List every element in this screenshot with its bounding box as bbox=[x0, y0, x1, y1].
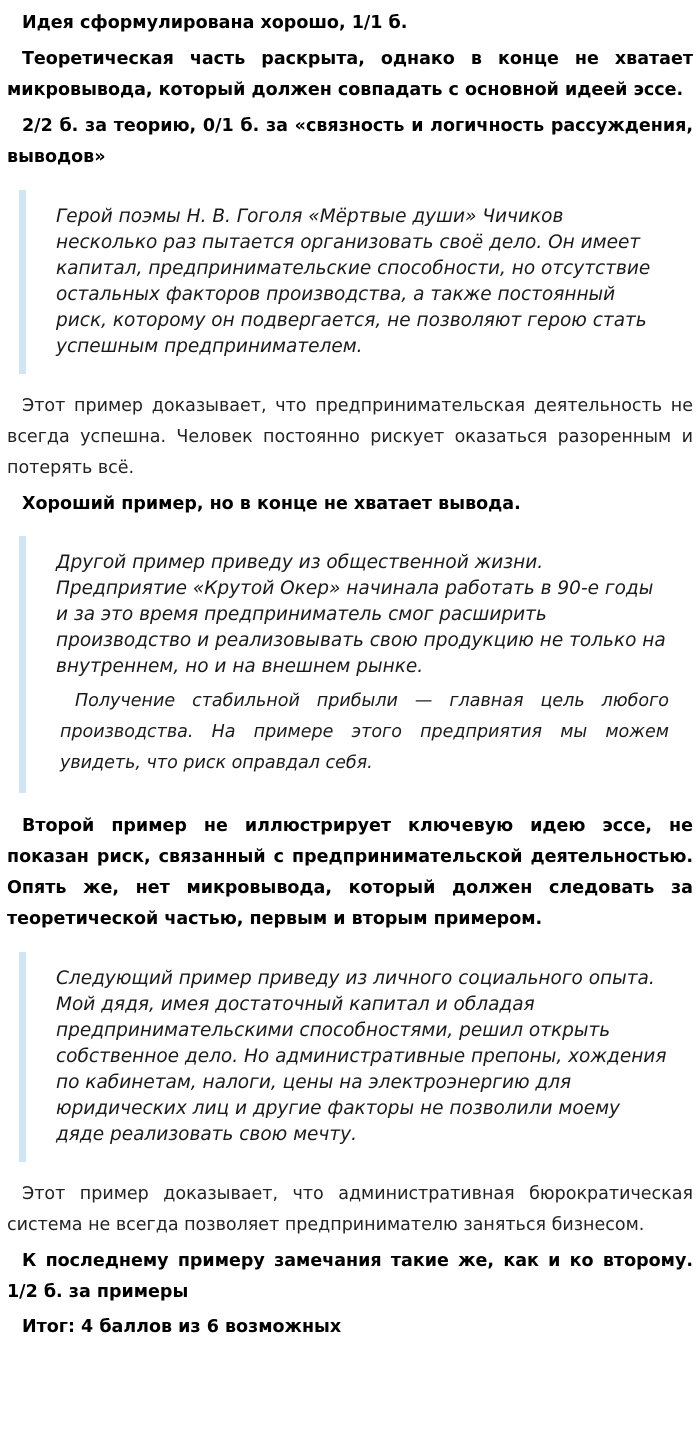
essay-quote-text: Другой пример приведу из общественной жизни. Предприятие «Крутой Окер» начинала работать в 90-е годы и за это время предприниматель смог расширить производство и реализовывать свою продукцию не только на внутреннем, но и на внешнем рынке. bbox=[56, 552, 666, 677]
essay-paragraph-conclusion-1: Этот пример доказывает, что предпринимательская деятельность не всегда успешна. Человек постоянно рискует оказаться разоренным и потерять всё. bbox=[7, 396, 693, 478]
review-total-score: Итог: 4 баллов из 6 возможных bbox=[22, 1317, 342, 1337]
essay-paragraph-conclusion-3: Этот пример доказывает, что административная бюрократическая система не всегда позволяет предпринимателю заняться бизнесом. bbox=[7, 1184, 693, 1235]
review-comment-idea: Идея сформулирована хорошо, 1/1 б. bbox=[22, 13, 408, 33]
essay-quote-example-2 bbox=[19, 536, 689, 793]
essay-quote-subparagraph: Получение стабильной прибыли — главная цель любого производства. На примере этого предприятия мы можем увидеть, что риск оправдал себя. bbox=[60, 691, 669, 773]
review-comment-example-2: Второй пример не иллюстрирует ключевую идею эссе, не показан риск, связанный с предпринимательской деятельностью. Опять же, нет микровывода, который должен следовать за теоретической частью, первым и вторым примером. bbox=[7, 816, 693, 929]
review-score-theory: 2/2 б. за теорию, 0/1 б. за «связность и логичность рассуждения, выводов» bbox=[7, 116, 693, 167]
essay-quote-example-1 bbox=[19, 190, 689, 374]
review-score-examples: К последнему примеру замечания такие же, как и ко второму. 1/2 б. за примеры bbox=[7, 1251, 693, 1302]
essay-quote-example-3 bbox=[19, 952, 689, 1162]
review-comment-example-1: Хороший пример, но в конце не хватает вывода. bbox=[22, 494, 521, 514]
essay-quote-text: Герой поэмы Н. В. Гоголя «Мёртвые души» Чичиков несколько раз пытается организовать своё дело. Он имеет капитал, предпринимательские способности, но отсутствие остальных факторов производства, а также постоянный риск, которому он подвергается, не позволяют герою стать успешным предпринимателем. bbox=[56, 206, 651, 357]
essay-quote-text: Следующий пример приведу из личного социального опыта. Мой дядя, имея достаточный капитал и обладая предпринимательскими способностями, решил открыть собственное дело. Но административные препоны, хождения по кабинетам, налоги, цены на электроэнергию для юридических лиц и другие факторы не позволили моему дяде реализовать свою мечту. bbox=[56, 968, 667, 1145]
review-comment-theory: Теоретическая часть раскрыта, однако в конце не хватает микровывода, который должен совпадать с основной идеей эссе. bbox=[7, 49, 693, 100]
